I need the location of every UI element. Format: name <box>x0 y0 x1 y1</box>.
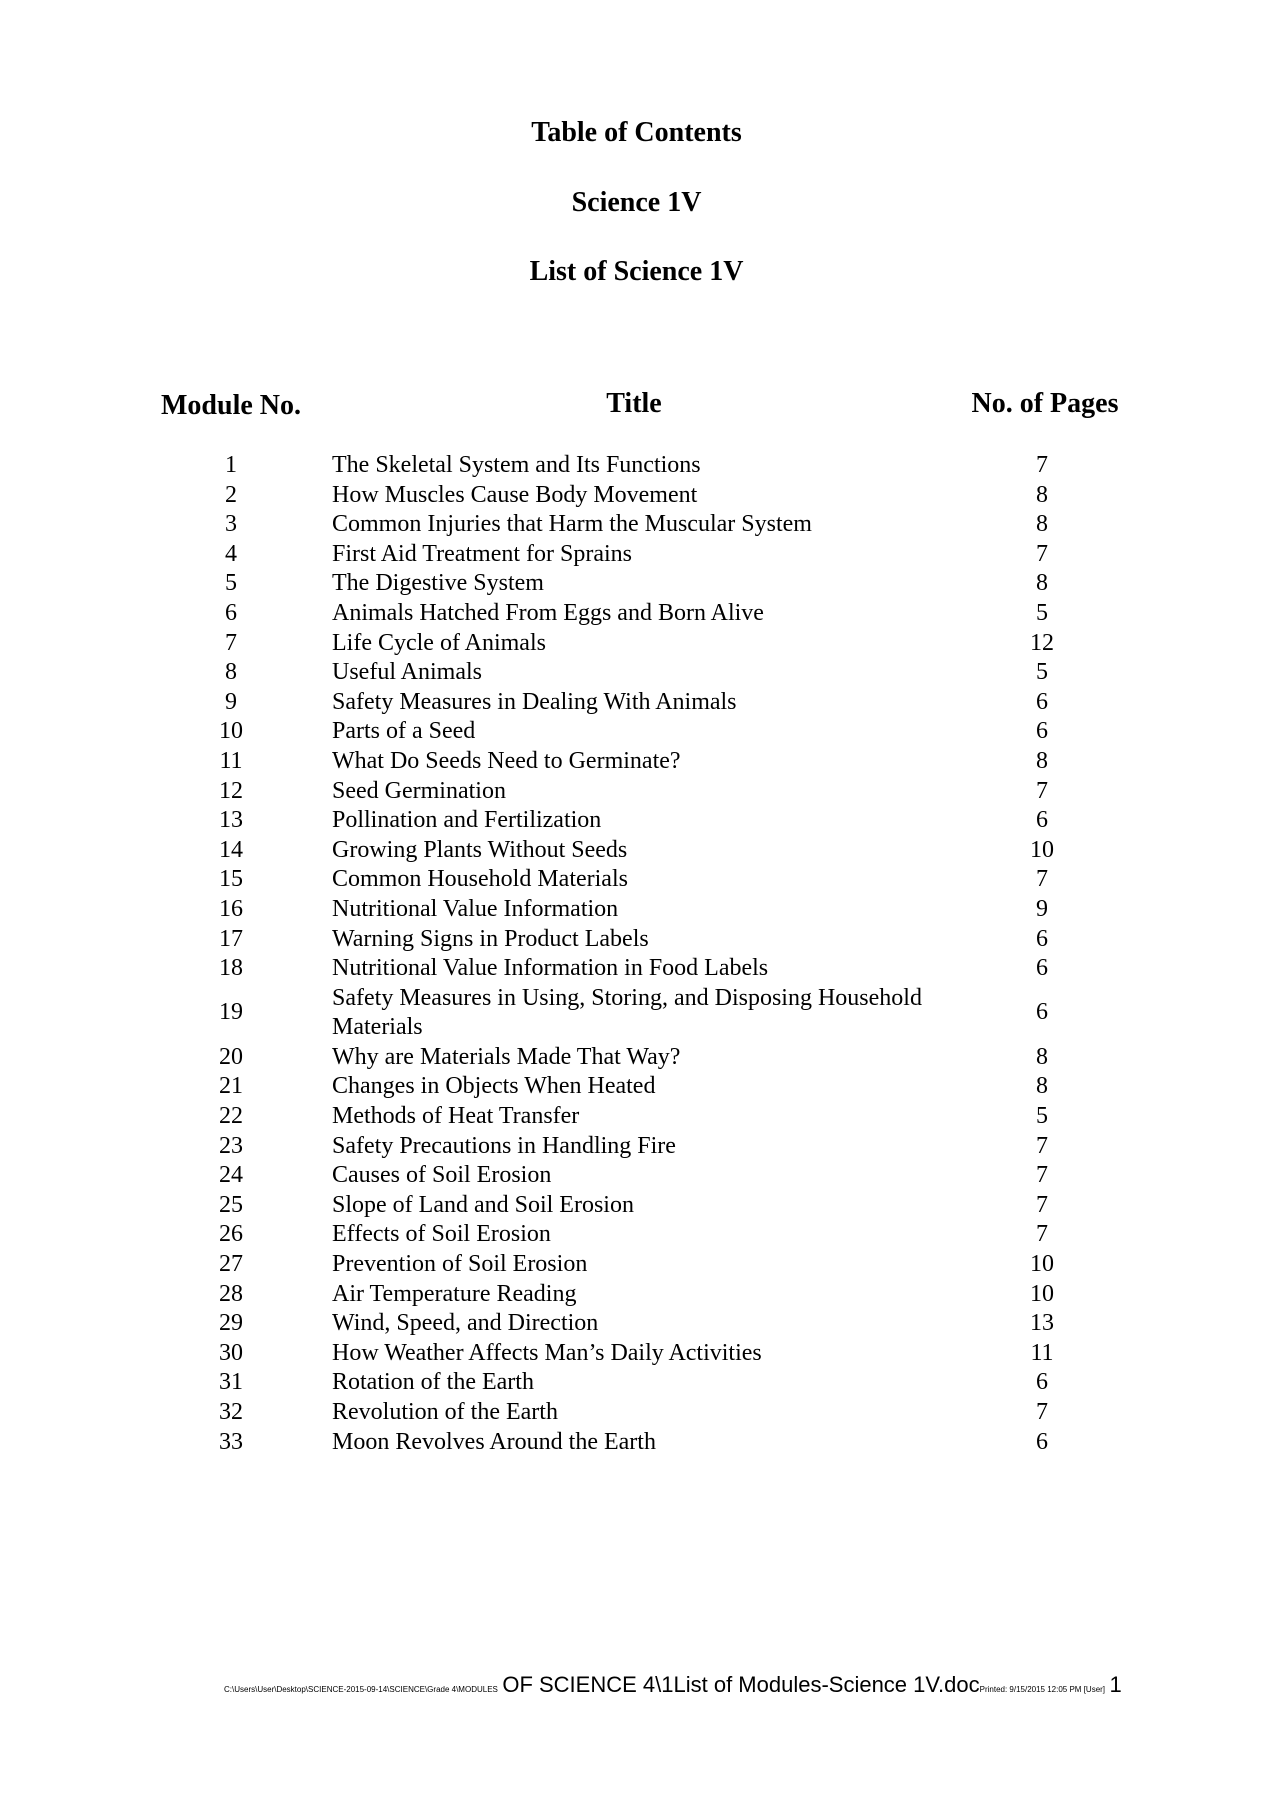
module-number: 26 <box>219 1221 243 1248</box>
module-title: The Skeletal System and Its Functions <box>332 452 701 478</box>
modules-table <box>0 451 1122 1457</box>
page-count: 6 <box>1036 1369 1048 1396</box>
module-number: 2 <box>225 481 237 508</box>
table-row <box>0 747 1122 777</box>
page-count: 8 <box>1036 747 1048 774</box>
page-count: 5 <box>1036 659 1048 686</box>
table-row <box>0 1368 1122 1398</box>
page-number: 1 <box>1109 1672 1122 1697</box>
list-title: List of Science 1V <box>529 256 744 287</box>
module-number: 9 <box>225 688 237 715</box>
page-count: 8 <box>1036 481 1048 508</box>
page-count: 10 <box>1030 1280 1054 1307</box>
module-number: 14 <box>219 836 243 863</box>
page-count: 6 <box>1036 955 1048 982</box>
table-row <box>0 836 1122 866</box>
page-count: 7 <box>1036 777 1048 804</box>
module-number: 19 <box>219 999 243 1026</box>
table-row <box>0 1072 1122 1102</box>
footer <box>224 1672 1122 1698</box>
module-number: 28 <box>219 1280 243 1307</box>
table-row <box>0 629 1122 659</box>
page-count: 5 <box>1036 599 1048 626</box>
page-title: Table of Contents <box>531 117 742 148</box>
module-number: 1 <box>225 452 237 478</box>
module-title: Pollination and Fertilization <box>332 807 602 834</box>
module-title: Prevention of Soil Erosion <box>332 1251 588 1278</box>
module-number: 25 <box>219 1191 243 1218</box>
page-count: 7 <box>1036 1399 1048 1425</box>
module-number: 6 <box>225 599 237 626</box>
module-title: Common Injuries that Harm the Muscular System <box>332 511 812 538</box>
module-title: Safety Precautions in Handling Fire <box>332 1132 676 1159</box>
module-title: Seed Germination <box>332 777 506 804</box>
table-row <box>0 954 1122 984</box>
module-title: What Do Seeds Need to Germinate? <box>332 747 681 774</box>
module-number: 18 <box>219 955 243 982</box>
table-row <box>0 865 1122 895</box>
page-count: 6 <box>1036 999 1048 1026</box>
column-header-module: Module No. <box>161 390 301 421</box>
page-count: 8 <box>1036 1073 1048 1100</box>
table-row <box>0 717 1122 747</box>
page-count: 7 <box>1036 452 1048 478</box>
module-title: Air Temperature Reading <box>332 1280 577 1307</box>
module-title: Parts of a Seed <box>332 718 476 745</box>
page-count: 6 <box>1036 688 1048 715</box>
module-number: 7 <box>225 629 237 656</box>
table-row <box>0 1339 1122 1369</box>
page-count: 7 <box>1036 1162 1048 1189</box>
table-row <box>0 688 1122 718</box>
table-row <box>0 1102 1122 1132</box>
module-title: Common Household Materials <box>332 866 628 893</box>
footer-path-main: OF SCIENCE 4\1List of Modules-Science 1V.doc <box>502 1672 980 1697</box>
module-title: Warning Signs in Product Labels <box>332 925 649 952</box>
module-title: Wind, Speed, and Direction <box>332 1310 599 1337</box>
page-count: 6 <box>1036 1428 1048 1455</box>
table-row <box>0 806 1122 836</box>
table-row <box>0 1191 1122 1221</box>
module-title: Changes in Objects When Heated <box>332 1073 656 1100</box>
module-title: Safety Measures in Dealing With Animals <box>332 688 737 715</box>
module-number: 29 <box>219 1310 243 1337</box>
table-row <box>0 1043 1122 1073</box>
column-header-pages: No. of Pages <box>971 388 1119 419</box>
page-count: 7 <box>1036 866 1048 893</box>
module-title: Revolution of the Earth <box>332 1399 558 1425</box>
column-header-title: Title <box>606 388 662 419</box>
module-title: First Aid Treatment for Sprains <box>332 540 633 567</box>
module-title: Moon Revolves Around the Earth <box>332 1428 656 1455</box>
page-count: 5 <box>1036 1103 1048 1130</box>
subject-title: Science 1V <box>571 187 702 218</box>
table-row <box>0 1132 1122 1162</box>
module-title: Safety Measures in Using, Storing, and Disposing Household Materials <box>332 984 922 1041</box>
table-row <box>0 1161 1122 1191</box>
table-row <box>0 1280 1122 1310</box>
module-number: 32 <box>219 1399 243 1425</box>
module-title: How Muscles Cause Body Movement <box>332 481 698 508</box>
module-title: Nutritional Value Information <box>332 895 619 922</box>
page-count: 7 <box>1036 1191 1048 1218</box>
table-row <box>0 1309 1122 1339</box>
page-count: 7 <box>1036 540 1048 567</box>
table-row <box>0 895 1122 925</box>
page-count: 7 <box>1036 1132 1048 1159</box>
module-title: Animals Hatched From Eggs and Born Alive <box>332 599 764 626</box>
module-number: 27 <box>219 1251 243 1278</box>
table-row <box>0 1428 1122 1458</box>
module-title: The Digestive System <box>332 570 544 597</box>
module-number: 13 <box>219 807 243 834</box>
module-title: Causes of Soil Erosion <box>332 1162 552 1189</box>
page-count: 12 <box>1030 629 1054 656</box>
page-count: 13 <box>1030 1310 1054 1337</box>
table-row <box>0 510 1122 540</box>
module-number: 4 <box>225 540 237 567</box>
page-count: 8 <box>1036 570 1048 597</box>
table-row <box>0 599 1122 629</box>
table-row <box>0 658 1122 688</box>
module-number: 5 <box>225 570 237 597</box>
module-title: Methods of Heat Transfer <box>332 1103 580 1130</box>
module-title: Effects of Soil Erosion <box>332 1221 551 1248</box>
table-row <box>0 777 1122 807</box>
module-number: 16 <box>219 895 243 922</box>
table-row <box>0 1220 1122 1250</box>
table-row <box>0 984 1122 1043</box>
module-number: 21 <box>219 1073 243 1100</box>
module-title: Why are Materials Made That Way? <box>332 1043 681 1070</box>
footer-path-prefix: C:\Users\User\Desktop\SCIENCE-2015-09-14\SCIENCE\Grade 4\MODULES <box>224 1685 498 1694</box>
module-number: 15 <box>219 866 243 893</box>
table-row <box>0 1250 1122 1280</box>
module-number: 33 <box>219 1428 243 1455</box>
footer-printed: Printed: 9/15/2015 12:05 PM [User] <box>979 1685 1106 1694</box>
module-number: 11 <box>219 747 243 774</box>
module-title: Nutritional Value Information in Food Labels <box>332 955 769 982</box>
module-title: Rotation of the Earth <box>332 1369 534 1396</box>
table-row <box>0 540 1122 570</box>
table-row <box>0 481 1122 511</box>
module-number: 8 <box>225 659 237 686</box>
page-count: 10 <box>1030 1251 1054 1278</box>
module-number: 31 <box>219 1369 243 1396</box>
table-row <box>0 569 1122 599</box>
table-row <box>0 1398 1122 1428</box>
module-title: Growing Plants Without Seeds <box>332 836 628 863</box>
module-number: 12 <box>219 777 243 804</box>
module-number: 22 <box>219 1103 243 1130</box>
page-count: 10 <box>1030 836 1054 863</box>
module-number: 3 <box>225 511 237 538</box>
module-number: 30 <box>219 1339 243 1366</box>
module-number: 17 <box>219 925 243 952</box>
module-title: Useful Animals <box>332 659 482 686</box>
module-number: 24 <box>219 1162 243 1189</box>
page-count: 11 <box>1030 1339 1054 1366</box>
page-count: 8 <box>1036 1043 1048 1070</box>
module-title: Slope of Land and Soil Erosion <box>332 1191 634 1218</box>
table-row <box>0 925 1122 955</box>
module-title: Life Cycle of Animals <box>332 629 546 656</box>
module-title: How Weather Affects Man’s Daily Activities <box>332 1339 762 1366</box>
module-number: 20 <box>219 1043 243 1070</box>
page-count: 6 <box>1036 718 1048 745</box>
page-count: 9 <box>1036 895 1048 922</box>
page-count: 6 <box>1036 807 1048 834</box>
module-number: 23 <box>219 1132 243 1159</box>
table-row <box>0 451 1122 481</box>
module-number: 10 <box>219 718 243 745</box>
page-count: 6 <box>1036 925 1048 952</box>
page-count: 8 <box>1036 511 1048 538</box>
page-count: 7 <box>1036 1221 1048 1248</box>
